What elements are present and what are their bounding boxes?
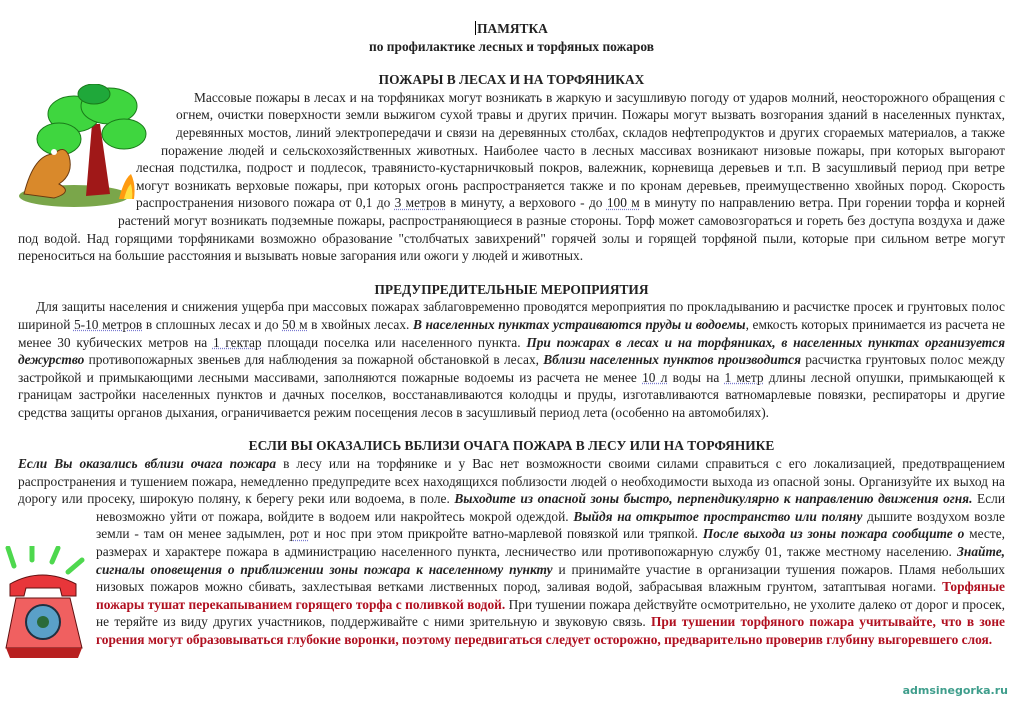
emphasis-text: Выходите из опасной зоны быстро, перпендикулярно к направлению движения огня. — [454, 491, 973, 507]
marked-text: 1 гектар — [212, 334, 262, 350]
marked-text: 1 метр — [724, 369, 764, 385]
float-spacer — [18, 89, 176, 141]
section-body-prevention — [18, 298, 1005, 421]
section-heading-fires: ПОЖАРЫ В ЛЕСАХ И НА ТОРФЯНИКАХ — [378, 72, 645, 88]
emphasis-text: Выйдя на открытое пространство или поляну — [573, 508, 863, 524]
body-text: в сплошных лесах и до — [142, 316, 283, 332]
emphasis-text: В населенных пунктах устраиваются пруды и водоемы — [412, 316, 746, 332]
body-text: , емкость которых принимается из расчета не менее 30 кубических метров на — [18, 316, 1005, 350]
emphasis-text: Знайте, сигналы оповещения о приближении зоны пожара к населенному пункту — [96, 544, 1005, 577]
body-text: в минуту по направлению ветра. При горении торфа и корней растений могут возникать подземные пожары, распространяющиеся в разные стороны. Торф может самовозгораться и гореть без доступа воздуха и даже под водой. Над горящими торфяниками возможно образование "столбчатых завихрений" горячей золы и горящей торфяной пыли, которые при сильном ветре могут переноситься на большие расстояния и вызывать новые загорания или ожоги у людей и животных. — [18, 195, 1005, 264]
body-text: Массовые пожары в лесах и на торфяниках могут возникать в жаркую и засушливую погоду от ударов молний, неосторожного обращения с огнем, очистки поверхности земли выжигом сухой травы и других причин. Пожары могут вызвать возгорания зданий в населенных пунктах, деревянных мостов, линий электропередачи и связи на деревянных столбах, складов нефтепродуктов и других сгораемых материалов, а также поражение людей и сельскохозяйственных животных. Наиболее часто в лесных массивах возникают низовые пожары, при которых выгорают лесная подстилка, подрост и подлесок, травянисто-кустарничковый покров, валежник, корневища деревьев и т.п. В засушливый период при ветре могут возникать верховые пожары, при которых огонь распространяется также и по кронам деревьев, преимущественно хвойных пород. Скорость распространения низового пожара от 0,1 до — [136, 89, 1005, 211]
watermark: admsinegorka.ru — [902, 684, 1008, 697]
warning-text: Торфяные пожары тушат перекапыванием горящего торфа с поливкой водой. — [96, 579, 1005, 612]
body-text: в хвойных лесах. — [307, 316, 413, 332]
marked-text: рот — [289, 526, 309, 542]
document-subtitle: по профилактике лесных и торфяных пожаров — [369, 38, 654, 54]
marked-text: 100 м — [606, 195, 640, 211]
body-text: При тушении пожара действуйте осмотрительно, не ухолите далеко от дорог и просек, не теряйте из виду других участников, поддерживайте с ними зрительную и звуковую связь. — [96, 596, 1005, 630]
emphasis-text: Если Вы оказались вблизи очага пожара — [18, 456, 277, 472]
body-text: противопожарных звеньев для наблюдения за пожарной обстановкой в лесах, — [84, 352, 544, 368]
body-text: воды на — [667, 369, 725, 385]
section-heading-prevention: ПРЕДУПРЕДИТЕЛЬНЫЕ МЕРОПРИЯТИЯ — [374, 281, 649, 297]
marked-text: 50 м — [282, 316, 308, 332]
body-text: площади поселка или населенного пункта. — [261, 334, 527, 350]
body-text: расчистка грунтовых полос между застройкой и примыкающими лесными массивами, заполняются пожарные водоемы из расчета не менее — [18, 352, 1006, 385]
document-page — [18, 20, 1005, 649]
float-spacer — [18, 141, 161, 158]
body-text: дышите воздухом возле земли - там он менее задымлен, — [96, 508, 1005, 542]
body-text: Для защиты населения и снижения ущерба при массовых пожарах заблаговременно проводятся мероприятия по прокладыванию и расчистке просек и грунтовых полос шириной — [18, 299, 1005, 332]
body-text: и нос при этом прикройте ватно-марлевой повязкой или тряпкой. — [308, 526, 703, 542]
float-spacer — [18, 158, 136, 211]
emphasis-text: При пожарах в лесах и на торфяниках, в населенных пунктах организуется дежурство — [18, 334, 1005, 368]
body-text: и принимайте участие в организации тушения пожаров. Пламя небольших низовых пожаров можно сбивать, захлестывая ветками лиственных пород, заливая водой, забрасывая влажным грунтом, затаптывая ногами. — [96, 561, 1005, 595]
body-text: месте, размерах и характере пожара в администрацию населенного пункта, лесничество или противопожарную службу 01, также местному населению. — [96, 526, 1005, 560]
section-body-fires — [18, 89, 1005, 265]
title-text: ПАМЯТКА — [477, 21, 548, 36]
document-title — [18, 20, 1005, 38]
body-text: в минуту, а верхового - до — [445, 195, 607, 211]
marked-text: 3 метров — [394, 195, 446, 211]
body-text: длины лесной опушки, примыкающей к границам застройки населенных пунктов и дачных поселков, восстанавливаются колодцы и пруды, изготавливаются ватномарлевые повязки, респираторы и другие средства защиты органов дыхания, ограничивается режим посещения лесов в засушливый период лета (особенно на автомобилях). — [18, 369, 1005, 420]
warning-text: При тушении торфяного пожара учитывайте, что в зоне горения могут образовываться глубокие воронки, поэтому передвигаться следует осторожно, предварительно проверив глубину выгоревшего слоя. — [96, 614, 1005, 647]
section-body-near-fire — [18, 455, 1005, 649]
emphasis-text: После выхода из зоны пожара сообщите о — [702, 526, 965, 542]
marked-text: 5-10 метров — [73, 316, 143, 332]
float-spacer — [18, 211, 118, 228]
marked-text: 10 л — [642, 369, 668, 385]
emphasis-text: Вблизи населенных пунктов производится — [543, 352, 801, 368]
text-cursor — [475, 21, 476, 35]
body-text: в лесу или на торфянике и у Вас нет возможности своими силами справиться с его локализацией, предотвращением распространения и тушением пожара, немедленно предупредите всех находящихся поблизости людей о необходимости выхода из опасной зоны. Организуйте их выход на дорогу или просеку, широкую поляну, к берегу реки или водоема, в поле. — [18, 456, 1006, 507]
float-spacer — [18, 525, 96, 631]
section-heading-near-fire: ЕСЛИ ВЫ ОКАЗАЛИСЬ ВБЛИЗИ ОЧАГА ПОЖАРА В ЛЕСУ ИЛИ НА ТОРФЯНИКЕ — [248, 438, 775, 454]
body-text: Если невозможно уйти от пожара, войдите в водоем или накройтесь мокрой одеждой. — [96, 491, 1005, 524]
